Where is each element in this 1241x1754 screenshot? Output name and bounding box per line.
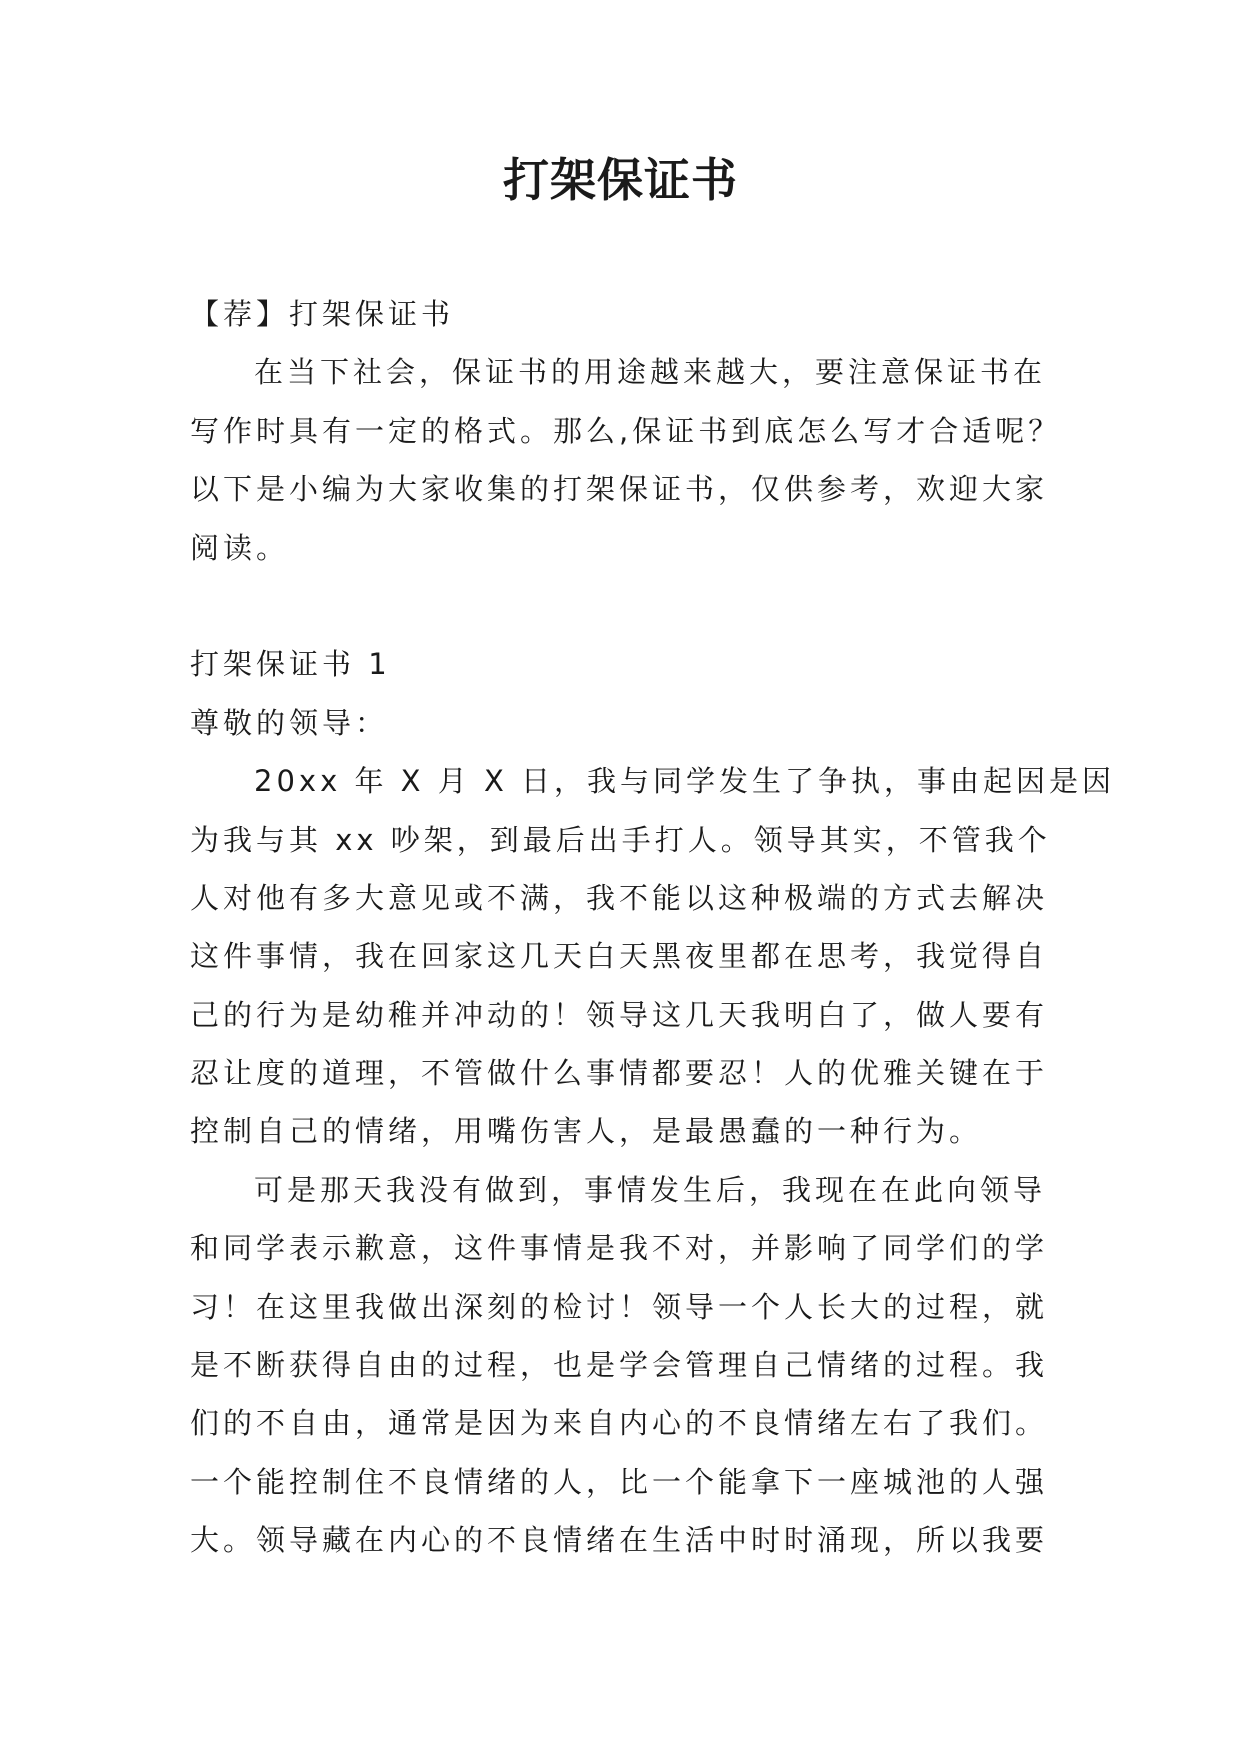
- section-title: 打架保证书 1: [190, 647, 391, 682]
- intro-line: 在当下社会，保证书的用途越来越大，要注意保证书在: [254, 355, 1047, 390]
- paragraph2-line: 一个能控制住不良情绪的人，比一个能拿下一座城池的人强: [190, 1464, 1049, 1499]
- paragraph1-line: 20xx 年 X 月 X 日，我与同学发生了争执，事由起因是因: [254, 764, 1116, 799]
- paragraph-spacer: [190, 577, 1070, 635]
- intro-line: 以下是小编为大家收集的打架保证书，仅供参考，欢迎大家: [190, 472, 1049, 507]
- intro-heading: 【荐】打架保证书: [190, 297, 455, 331]
- paragraph2-line: 和同学表示歉意，这件事情是我不对，并影响了同学们的学: [190, 1231, 1049, 1266]
- document-title: 打架保证书: [503, 153, 738, 207]
- intro-line: 阅读。: [190, 530, 290, 565]
- intro-line: 写作时具有一定的格式。那么,保证书到底怎么写才合适呢？: [190, 413, 1062, 448]
- paragraph2-line: 们的不自由，通常是因为来自内心的不良情绪左右了我们。: [190, 1406, 1049, 1441]
- paragraph1-line: 人对他有多大意见或不满，我不能以这种极端的方式去解决: [190, 880, 1049, 915]
- document-body: [190, 285, 1116, 1570]
- paragraph2-line: 大。领导藏在内心的不良情绪在生活中时时涌现，所以我要: [190, 1523, 1049, 1558]
- paragraph2-line: 是不断获得自由的过程，也是学会管理自己情绪的过程。我: [190, 1348, 1049, 1383]
- paragraph1-line: 为我与其 xx 吵架，到最后出手打人。领导其实，不管我个: [190, 822, 1051, 857]
- paragraph1-line: 忍让度的道理，不管做什么事情都要忍！人的优雅关键在于: [190, 1056, 1049, 1091]
- paragraph1-line: 控制自己的情绪，用嘴伤害人，是最愚蠢的一种行为。: [190, 1114, 983, 1149]
- paragraph2-line: 可是那天我没有做到，事情发生后，我现在在此向领导: [254, 1172, 1047, 1207]
- salutation: 尊敬的领导：: [190, 705, 389, 740]
- paragraph1-line: 这件事情，我在回家这几天白天黑夜里都在思考，我觉得自: [190, 939, 1049, 974]
- paragraph2-line: 习！在这里我做出深刻的检讨！领导一个人长大的过程，就: [190, 1289, 1049, 1324]
- paragraph1-line: 己的行为是幼稚并冲动的！领导这几天我明白了，做人要有: [190, 997, 1049, 1032]
